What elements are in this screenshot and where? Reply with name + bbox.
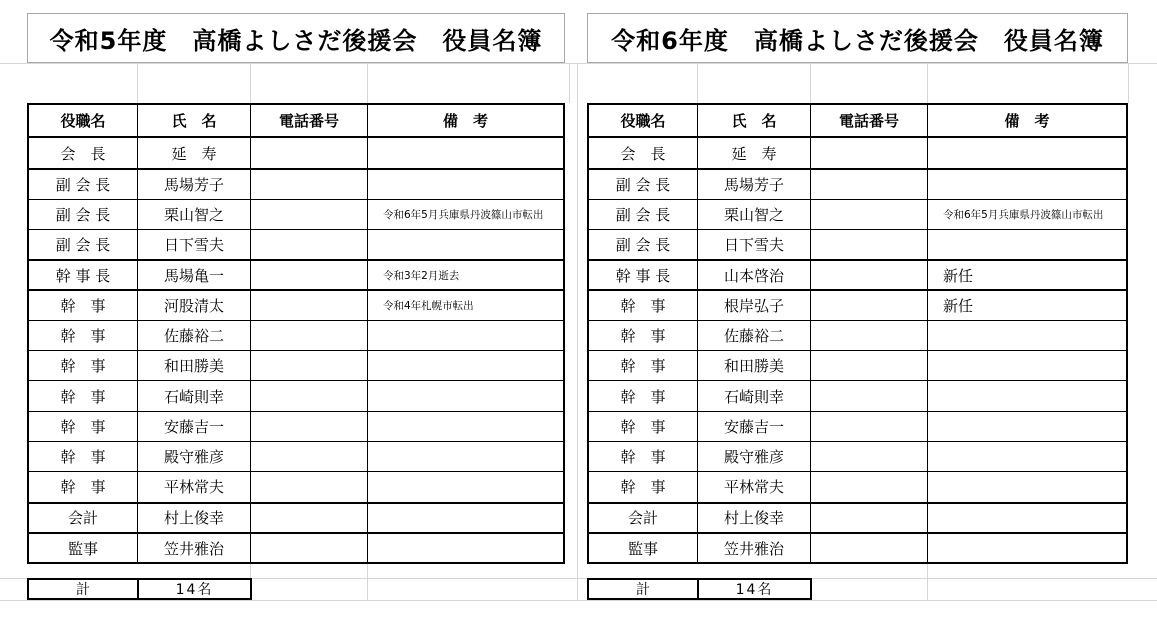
notes-cell xyxy=(927,534,1126,562)
position-cell: 幹 事 xyxy=(60,478,106,497)
roster-title-reiwa5: 令和5年度 高橋よしさだ後援会 役員名簿 xyxy=(27,13,565,63)
phone-cell xyxy=(810,321,927,350)
notes-cell xyxy=(367,534,563,562)
gridline xyxy=(367,562,368,600)
notes-cell xyxy=(927,321,1126,350)
name-cell: 安藤吉一 xyxy=(697,412,810,441)
name-cell: 日下雪夫 xyxy=(697,230,810,259)
table-row xyxy=(589,199,1126,229)
position-cell: 幹 事 xyxy=(60,297,106,316)
table-row xyxy=(589,441,1126,471)
phone-cell xyxy=(250,412,367,441)
total-box-reiwa5 xyxy=(27,578,252,600)
notes-cell xyxy=(927,381,1126,410)
table-row xyxy=(29,532,563,562)
name-cell: 佐藤裕二 xyxy=(137,321,250,350)
position-cell: 会計 xyxy=(67,509,98,528)
phone-cell xyxy=(810,261,927,289)
total-box-reiwa6 xyxy=(587,578,812,600)
notes-cell xyxy=(367,170,563,198)
phone-cell xyxy=(250,291,367,319)
name-cell: 山本啓治 xyxy=(697,261,810,289)
phone-cell xyxy=(250,504,367,532)
name-cell: 日下雪夫 xyxy=(137,230,250,259)
notes-cell xyxy=(367,321,563,350)
notes-cell xyxy=(927,472,1126,501)
notes-cell xyxy=(367,412,563,441)
phone-cell xyxy=(810,291,927,319)
notes-cell xyxy=(927,412,1126,441)
position-cell: 会 長 xyxy=(620,144,666,163)
name-cell: 栗山智之 xyxy=(697,200,810,229)
position-cell: 副 会 長 xyxy=(55,175,111,194)
phone-cell xyxy=(810,442,927,471)
position-cell: 幹 事 xyxy=(620,448,666,467)
phone-cell xyxy=(250,321,367,350)
gridline xyxy=(0,63,1157,64)
position-cell: 副 会 長 xyxy=(615,236,671,255)
header-notes: 備 考 xyxy=(927,105,1126,136)
gridline xyxy=(577,63,578,600)
notes-cell xyxy=(927,504,1126,532)
notes-cell xyxy=(927,170,1126,198)
gridline xyxy=(927,562,928,600)
table-row xyxy=(589,532,1126,562)
gridline xyxy=(0,600,1157,601)
total-value: 14名 xyxy=(137,580,250,598)
position-cell: 幹 事 xyxy=(620,297,666,316)
phone-cell xyxy=(250,200,367,229)
table-row xyxy=(29,259,563,289)
table-row xyxy=(589,289,1126,319)
table-body xyxy=(29,138,563,562)
name-cell: 河股清太 xyxy=(137,291,250,319)
notes-cell: 令和6年5月兵庫県丹波篠山市転出 xyxy=(367,200,563,229)
phone-cell xyxy=(810,504,927,532)
phone-cell xyxy=(250,381,367,410)
phone-cell xyxy=(810,381,927,410)
phone-cell xyxy=(250,138,367,168)
name-cell: 佐藤裕二 xyxy=(697,321,810,350)
notes-cell xyxy=(367,472,563,501)
table-row xyxy=(29,350,563,380)
table-row xyxy=(29,320,563,350)
name-cell: 村上俊幸 xyxy=(137,504,250,532)
position-cell: 幹 事 xyxy=(60,387,106,406)
notes-cell xyxy=(927,138,1126,168)
notes-cell xyxy=(367,351,563,380)
table-row xyxy=(29,471,563,501)
phone-cell xyxy=(810,200,927,229)
position-cell: 副 会 長 xyxy=(615,205,671,224)
header-phone: 電話番号 xyxy=(250,105,367,136)
phone-cell xyxy=(250,534,367,562)
header-name: 氏 名 xyxy=(697,105,810,136)
name-cell: 平林常夫 xyxy=(697,472,810,501)
name-cell: 笠井雅治 xyxy=(697,534,810,562)
position-cell: 幹 事 xyxy=(620,326,666,345)
phone-cell xyxy=(810,534,927,562)
position-cell: 会 長 xyxy=(60,144,106,163)
position-cell: 幹 事 xyxy=(60,357,106,376)
name-cell: 石崎則幸 xyxy=(137,381,250,410)
position-cell: 幹 事 xyxy=(620,417,666,436)
position-cell: 会計 xyxy=(627,509,658,528)
table-row xyxy=(29,289,563,319)
table-row xyxy=(589,259,1126,289)
notes-cell xyxy=(367,381,563,410)
table-row xyxy=(589,229,1126,259)
header-phone: 電話番号 xyxy=(810,105,927,136)
table-row xyxy=(29,138,563,168)
gridline xyxy=(250,63,251,103)
notes-cell: 令和4年札幌市転出 xyxy=(367,291,563,319)
name-cell: 笠井雅治 xyxy=(137,534,250,562)
phone-cell xyxy=(810,351,927,380)
name-cell: 延 寿 xyxy=(697,138,810,168)
table-row xyxy=(29,229,563,259)
notes-cell: 新任 xyxy=(927,261,1126,289)
table-row xyxy=(589,320,1126,350)
gridline xyxy=(367,63,368,103)
phone-cell xyxy=(810,170,927,198)
position-cell: 幹 事 xyxy=(60,417,106,436)
header-position: 役職名 xyxy=(620,112,666,130)
table-row xyxy=(589,380,1126,410)
header-notes: 備 考 xyxy=(367,105,563,136)
position-cell: 幹 事 xyxy=(620,387,666,406)
position-cell: 副 会 長 xyxy=(55,236,111,255)
name-cell: 馬場芳子 xyxy=(137,170,250,198)
table-row xyxy=(589,138,1126,168)
table-row xyxy=(29,411,563,441)
gridline xyxy=(927,63,928,103)
name-cell: 栗山智之 xyxy=(137,200,250,229)
name-cell: 殿守雅彦 xyxy=(697,442,810,471)
notes-cell xyxy=(927,351,1126,380)
table-row xyxy=(29,199,563,229)
header-name: 氏 名 xyxy=(137,105,250,136)
name-cell: 和田勝美 xyxy=(697,351,810,380)
total-label: 計 xyxy=(76,582,90,598)
position-cell: 幹 事 xyxy=(60,326,106,345)
position-cell: 幹 事 長 xyxy=(615,266,671,285)
table-row xyxy=(29,168,563,198)
gridline xyxy=(697,63,698,103)
gridline xyxy=(810,63,811,103)
name-cell: 延 寿 xyxy=(137,138,250,168)
position-cell: 監事 xyxy=(627,539,658,558)
table-row xyxy=(29,441,563,471)
name-cell: 殿守雅彦 xyxy=(137,442,250,471)
notes-cell: 新任 xyxy=(927,291,1126,319)
phone-cell xyxy=(250,230,367,259)
notes-cell xyxy=(927,230,1126,259)
name-cell: 平林常夫 xyxy=(137,472,250,501)
table-row xyxy=(589,471,1126,501)
table-row xyxy=(29,380,563,410)
header-position: 役職名 xyxy=(60,112,106,130)
name-cell: 根岸弘子 xyxy=(697,291,810,319)
roster-title-reiwa6: 令和6年度 高橋よしさだ後援会 役員名簿 xyxy=(587,13,1128,63)
name-cell: 和田勝美 xyxy=(137,351,250,380)
table-row xyxy=(589,350,1126,380)
position-cell: 幹 事 長 xyxy=(55,266,111,285)
notes-cell xyxy=(367,138,563,168)
notes-cell: 令和3年2月逝去 xyxy=(367,261,563,289)
phone-cell xyxy=(810,412,927,441)
name-cell: 村上俊幸 xyxy=(697,504,810,532)
table-body xyxy=(589,138,1126,562)
total-value: 14名 xyxy=(697,580,810,598)
total-label: 計 xyxy=(636,582,650,598)
gridline xyxy=(137,63,138,103)
gridline xyxy=(569,63,570,103)
name-cell: 安藤吉一 xyxy=(137,412,250,441)
phone-cell xyxy=(250,472,367,501)
phone-cell xyxy=(250,170,367,198)
notes-cell xyxy=(927,442,1126,471)
phone-cell xyxy=(810,138,927,168)
position-cell: 幹 事 xyxy=(620,478,666,497)
roster-table-reiwa6 xyxy=(587,103,1128,564)
phone-cell xyxy=(810,472,927,501)
name-cell: 石崎則幸 xyxy=(697,381,810,410)
table-header-row xyxy=(589,105,1126,138)
table-row xyxy=(589,502,1126,532)
roster-table-reiwa5 xyxy=(27,103,565,564)
notes-cell: 令和6年5月兵庫県丹波篠山市転出 xyxy=(927,200,1126,229)
phone-cell xyxy=(250,351,367,380)
notes-cell xyxy=(367,230,563,259)
table-row xyxy=(589,168,1126,198)
position-cell: 幹 事 xyxy=(60,448,106,467)
position-cell: 副 会 長 xyxy=(615,175,671,194)
name-cell: 馬場芳子 xyxy=(697,170,810,198)
phone-cell xyxy=(250,261,367,289)
phone-cell xyxy=(250,442,367,471)
notes-cell xyxy=(367,442,563,471)
phone-cell xyxy=(810,230,927,259)
notes-cell xyxy=(367,504,563,532)
position-cell: 監事 xyxy=(67,539,98,558)
table-row xyxy=(589,411,1126,441)
name-cell: 馬場亀一 xyxy=(137,261,250,289)
table-row xyxy=(29,502,563,532)
position-cell: 副 会 長 xyxy=(55,205,111,224)
table-header-row xyxy=(29,105,563,138)
position-cell: 幹 事 xyxy=(620,357,666,376)
gridline xyxy=(1128,63,1129,103)
